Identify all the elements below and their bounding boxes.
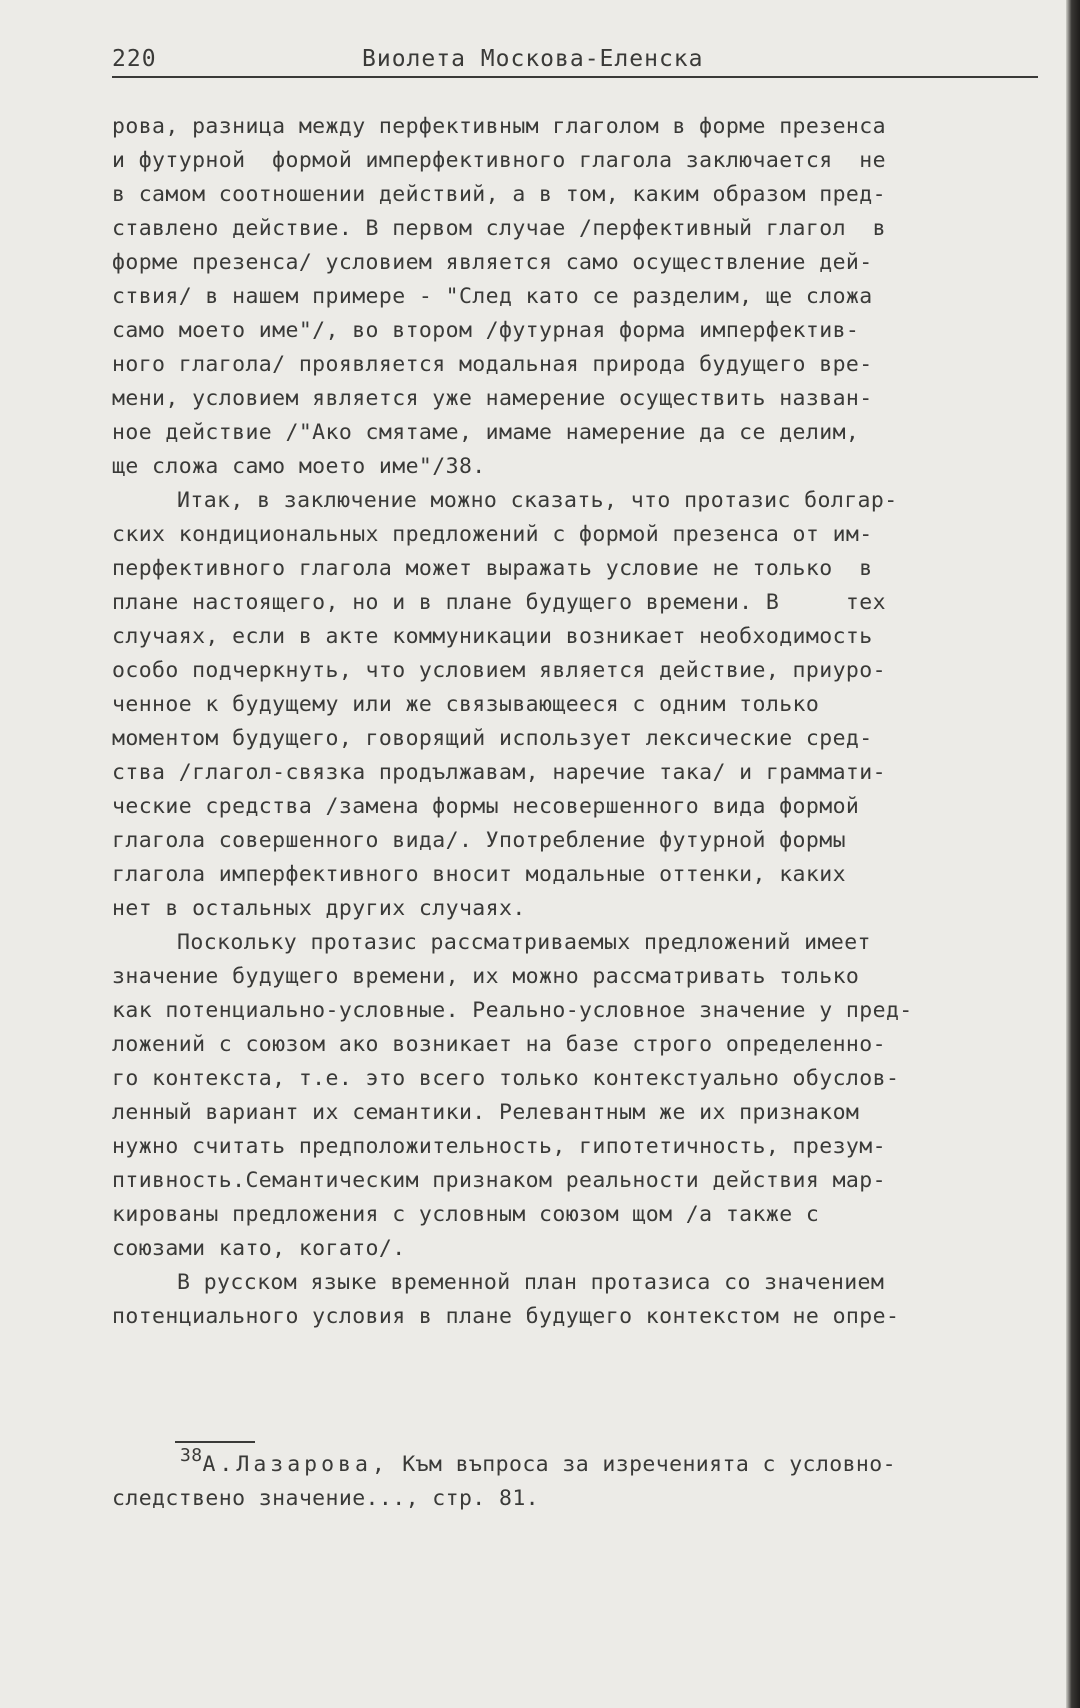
footnote-author: А.Лазарова, (202, 1452, 389, 1477)
text-line: В русском языке временной план протазиса со значением (177, 1270, 885, 1295)
text-line: потенциального условия в плане будущего контекстом не опре- (112, 1304, 900, 1329)
text-line: плане настоящего, но и в плане будущего времени. В тех (112, 590, 886, 615)
text-line: ленный вариант их семантики. Релевантным же их признаком (112, 1100, 860, 1125)
text-line: глагола совершенного вида/. Употребление футурной формы (112, 828, 846, 853)
page-edge-shadow (1066, 0, 1080, 1708)
text-line: птивность.Семантическим признаком реальности действия мар- (112, 1168, 886, 1193)
footnote-rule (175, 1441, 255, 1443)
text-line: ствия/ в нашем примере - "След като се разделим, ще сложа (112, 284, 873, 309)
text-line: ских кондициональных предложений с формой презенса от им- (112, 522, 873, 547)
text-line: ное действие /"Ако смятаме, имаме намерение да се делим, (112, 420, 860, 445)
page-number: 220 (112, 46, 157, 72)
text-line: значение будущего времени, их можно рассматривать только (112, 964, 860, 989)
text-line: особо подчеркнуть, что условием является действие, приуро- (112, 658, 886, 683)
text-line: кированы предложения с условным союзом щом /а также с (112, 1202, 820, 1227)
text-line: Поскольку протазис рассматриваемых предложений имеет (177, 930, 871, 955)
text-line: нужно считать предположительность, гипотетичность, презум- (112, 1134, 886, 1159)
text-line: мени, условием является уже намерение осуществить назван- (112, 386, 873, 411)
text-line: моментом будущего, говорящий использует лексические сред- (112, 726, 873, 751)
footnote (112, 1445, 1062, 1516)
text-line: ченное к будущему или же связывающееся с одним только (112, 692, 820, 717)
footnote-line-2: следствено значение..., стр. 81. (112, 1486, 540, 1511)
text-line: ложений с союзом ако возникает на базе строго определенно- (112, 1032, 886, 1057)
text-line: ческие средства /замена формы несовершенного вида формой (112, 794, 860, 819)
text-line: ставлено действие. В первом случае /перфективный глагол в (112, 216, 886, 241)
text-line: в самом соотношении действий, а в том, каким образом пред- (112, 182, 886, 207)
text-line: как потенциально-условные. Реально-условное значение у пред- (112, 998, 913, 1023)
page-header (112, 44, 1038, 78)
footnote-line (112, 1445, 1062, 1482)
text-line: ного глагола/ проявляется модальная природа будущего вре- (112, 352, 873, 377)
text-line: рова, разница между перфективным глаголом в форме презенса (112, 114, 886, 139)
text-line: и футурной формой имперфективного глагола заключается не (112, 148, 886, 173)
text-line: глагола имперфективного вносит модальные оттенки, каких (112, 862, 846, 887)
text-line: ства /глагол-связка продължавам, наречие така/ и граммати- (112, 760, 886, 785)
text-line: союзами като, когато/. (112, 1236, 406, 1261)
text-line: Итак, в заключение можно сказать, что протазис болгар- (177, 488, 898, 513)
text-line: ще сложа само моето име"/38. (112, 454, 486, 479)
main-text (112, 110, 1062, 1334)
text-line: перфективного глагола может выражать условие не только в (112, 556, 873, 581)
text-line: случаях, если в акте коммуникации возникает необходимость (112, 624, 873, 649)
text-line: нет в остальных других случаях. (112, 896, 526, 921)
text-line: само моето име"/, во втором /футурная форма имперфектив- (112, 318, 860, 343)
text-line: форме презенса/ условием является само осуществление дей- (112, 250, 873, 275)
running-title: Виолета Москова-Еленска (362, 46, 704, 72)
footnote-title: Към въпроса за изреченията с условно- (402, 1452, 896, 1477)
footnote-mark: 38 (180, 1445, 203, 1466)
text-line: го контекста, т.е. это всего только контекстуально обуслов- (112, 1066, 900, 1091)
